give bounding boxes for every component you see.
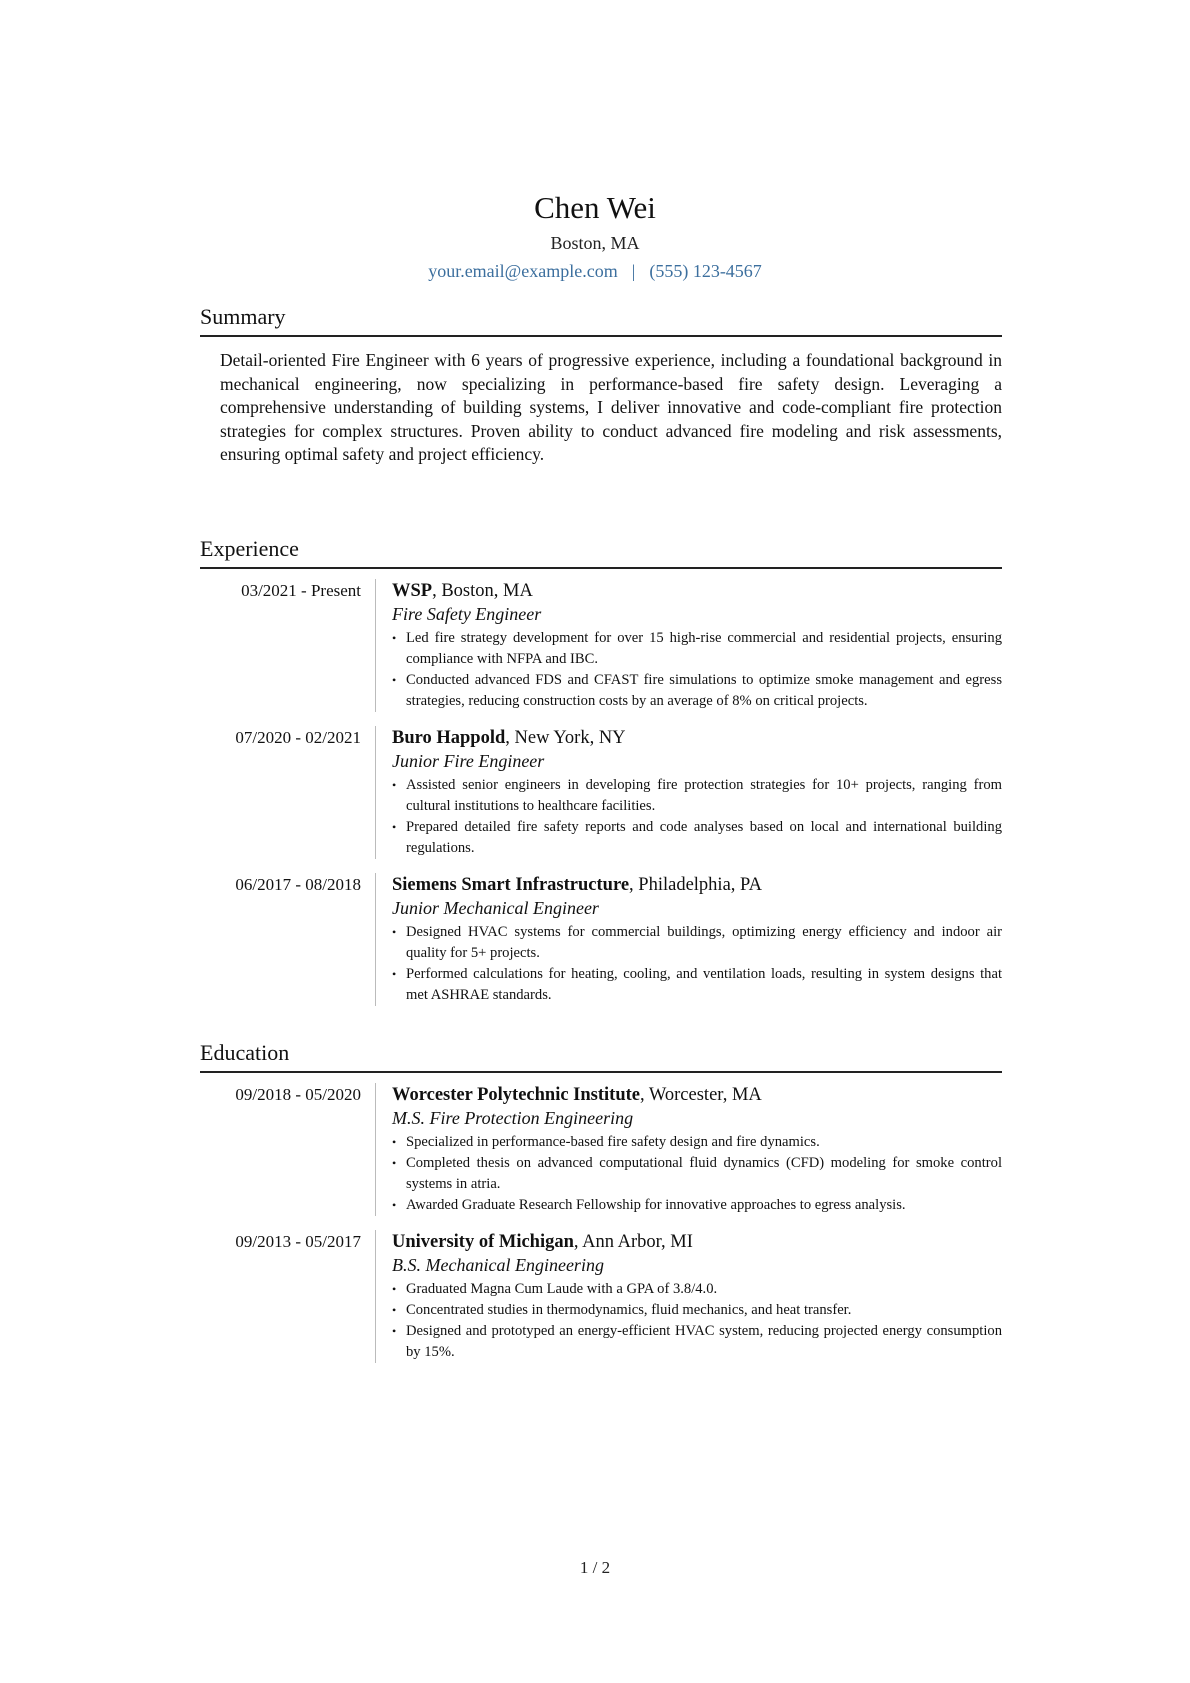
list-item: • Graduated Magna Cum Laude with a GPA of 3.8/4.0. [392,1279,1002,1300]
entry-bullets [392,922,1002,1006]
contact-line [0,258,1190,284]
entry-location: , New York, NY [505,728,626,748]
contact-separator: | [631,261,636,281]
entry-bullets [392,628,1002,712]
entry-heading [392,726,1002,750]
entry-organization: WSP [392,581,433,601]
experience-heading: Experience [200,535,1002,569]
entry-body [376,873,1002,1006]
list-item: • Specialized in performance-based fire safety design and fire dynamics. [392,1132,1002,1153]
entry-degree: B.S. Mechanical Engineering [392,1255,604,1275]
list-item: • Performed calculations for heating, cooling, and ventilation loads, resulting in system designs that met ASHRAE standards. [392,964,1002,1006]
list-item: • Awarded Graduate Research Fellowship for innovative approaches to egress analysis. [392,1195,1002,1216]
summary-text: Detail-oriented Fire Engineer with 6 years of progressive experience, including a foundational background in mechanical engineering, now specializing in performance-based fire safety design. Leveraging a comprehensive understanding of building systems, I deliver innovative and code-compliant fire protection strategies for complex structures. Proven ability to conduct advanced fire modeling and risk assessments, ensuring optimal safety and project efficiency. [220,350,1002,464]
list-item: • Assisted senior engineers in developing fire protection strategies for 10+ projects, ranging from cultural institutions to healthcare facilities. [392,775,1002,817]
education-entry [200,1230,1002,1363]
list-item: • Led fire strategy development for over 15 high-rise commercial and residential projects, ensuring compliance with NFPA and IBC. [392,628,1002,670]
entry-date: 09/2018 - 05/2020 [200,1083,376,1216]
entry-bullets [392,1279,1002,1363]
entry-organization: Buro Happold [392,728,506,748]
entry-role: Junior Fire Engineer [392,751,545,771]
education-heading: Education [200,1039,1002,1073]
summary-heading: Summary [200,303,1002,337]
entry-organization: Worcester Polytechnic Institute [392,1085,640,1105]
page-indicator: 1 / 2 [579,1558,611,1577]
education-section [200,1039,1002,1363]
entry-body [376,726,1002,859]
entry-body [376,1083,1002,1216]
education-entry [200,1083,1002,1216]
list-item: • Designed HVAC systems for commercial buildings, optimizing energy efficiency and indoor air quality for 5+ projects. [392,922,1002,964]
phone-link[interactable]: (555) 123-4567 [649,261,762,281]
summary-section [200,303,1002,467]
entry-organization: Siemens Smart Infrastructure [392,875,630,895]
candidate-name: Chen Wei [534,190,656,225]
entry-heading [392,579,1002,603]
entry-location: , Boston, MA [432,581,533,601]
experience-entry [200,726,1002,859]
entry-location: , Philadelphia, PA [629,875,762,895]
entry-bullets [392,1132,1002,1216]
entry-date: 06/2017 - 08/2018 [200,873,376,1006]
experience-section [200,535,1002,1006]
list-item: • Conducted advanced FDS and CFAST fire simulations to optimize smoke management and egress strategies, reducing construction costs by an average of 8% on critical projects. [392,670,1002,712]
list-item: • Completed thesis on advanced computational fluid dynamics (CFD) modeling for smoke control systems in atria. [392,1153,1002,1195]
entry-body [376,579,1002,712]
experience-entry [200,873,1002,1006]
entry-heading [392,1083,1002,1107]
entry-location: , Ann Arbor, MI [573,1232,693,1252]
list-item: • Designed and prototyped an energy-efficient HVAC system, reducing projected energy consumption by 15%. [392,1321,1002,1363]
entry-location: , Worcester, MA [640,1085,762,1105]
entry-role: Junior Mechanical Engineer [392,898,599,918]
experience-entry [200,579,1002,712]
email-link[interactable]: your.email@example.com [428,261,618,281]
list-item: • Concentrated studies in thermodynamics, fluid mechanics, and heat transfer. [392,1300,1002,1321]
entry-role: Fire Safety Engineer [392,604,542,624]
resume-header [0,190,1190,284]
candidate-location: Boston, MA [550,233,640,253]
entry-heading [392,873,1002,897]
entry-date: 03/2021 - Present [200,579,376,712]
entry-date: 07/2020 - 02/2021 [200,726,376,859]
entry-heading [392,1230,1002,1254]
list-item: • Prepared detailed fire safety reports and code analyses based on local and international building regulations. [392,817,1002,859]
entry-date: 09/2013 - 05/2017 [200,1230,376,1363]
entry-bullets [392,775,1002,859]
entry-body [376,1230,1002,1363]
entry-organization: University of Michigan [392,1232,574,1252]
entry-degree: M.S. Fire Protection Engineering [392,1108,634,1128]
